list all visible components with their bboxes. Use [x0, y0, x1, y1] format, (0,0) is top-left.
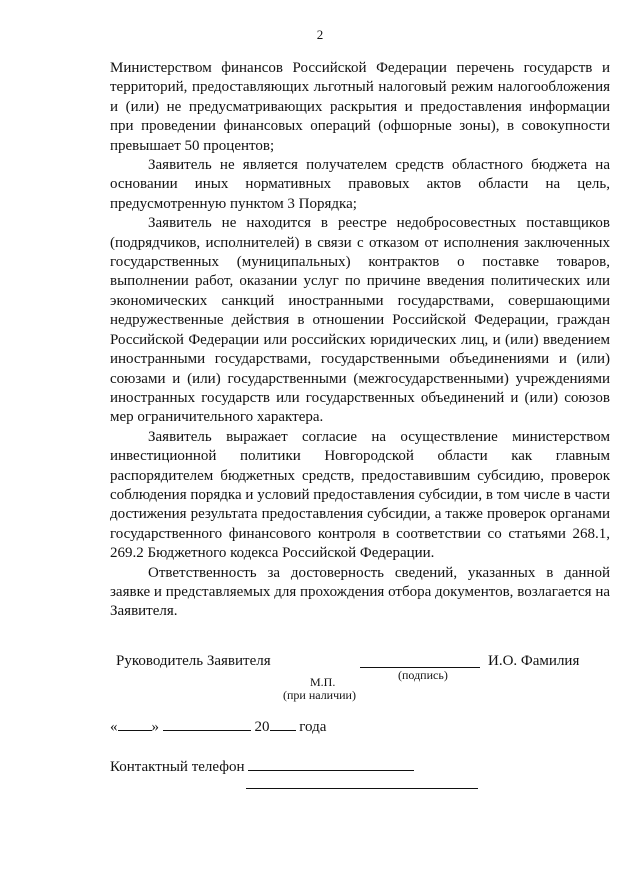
stamp-label: М.П.: [310, 675, 336, 689]
paragraph-budget: Заявитель не является получателем средств областного бюджета на основании иных нормативных правовых актов области на цель, предусмотренную пунктом 3 Порядка;: [110, 157, 610, 212]
date-open-quote: «: [110, 719, 118, 735]
date-close-quote: »: [151, 719, 159, 735]
contact-phone-field[interactable]: [248, 756, 414, 771]
page-number: 2: [316, 27, 324, 42]
paragraph-offshore: Министерством финансов Российской Федерации перечень государств и территорий, предоставляющих льготный налоговый режим налогообложения и (или) не предусматривающих раскрытия и предоставления информации при проведении финансовых операций (офшорные зоны), в совокупности превышает 50 процентов;: [110, 60, 610, 154]
date-suffix: года: [299, 719, 327, 735]
date-line: [110, 716, 326, 736]
date-year-prefix: 20: [254, 719, 270, 735]
paragraph-consent: Заявитель выражает согласие на осуществление министерством инвестиционной политики Новгородской области как главным распорядителем бюджетных средств, предоставившим субсидию, проверок соблюдения порядка и условий предоставления субсидии, в том числе в части достижения результата предоставления субсидии, а также проверок органами государственного финансового контроля в соответствии со статьями 268.1, 269.2 Бюджетного кодекса Российской Федерации.: [110, 428, 610, 562]
signature-name: И.О. Фамилия: [488, 653, 580, 669]
signature-hint: (подпись): [398, 668, 448, 682]
paragraph-responsibility: Ответственность за достоверность сведений, указанных в данной заявке и представляемых для прохождения отбора документов, возлагается на Заявителя.: [110, 564, 610, 620]
contact-extra-line[interactable]: [246, 788, 478, 789]
document-body: [110, 59, 610, 622]
contact-phone-row: [110, 756, 414, 776]
contact-phone-label: Контактный телефон: [110, 759, 245, 775]
stamp-note: (при наличии): [283, 688, 356, 702]
paragraph-registry: Заявитель не находится в реестре недобросовестных поставщиков (подрядчиков, исполнителей) в связи с отказом от исполнения заключенных государственных (муниципальных) контрактов о поставке товаров, выполнении работ, оказании услуг по причине введения политических или экономических санкций иностранными государствами, совершающими недружественные действия в отношении Российской Федерации, граждан Российской Федерации или российских юридических лиц, и (или) введением иностранными государствами, государственными объединениями и (или) союзами и (или) государственными (межгосударственными) учреждениями иностранных государств или государственных объединений и (или) союзов мер ограничительного характера.: [110, 215, 610, 426]
date-year-field[interactable]: [270, 716, 296, 731]
date-month-field[interactable]: [163, 716, 251, 731]
signature-title: Руководитель Заявителя: [116, 653, 271, 669]
date-day-field[interactable]: [118, 716, 152, 731]
